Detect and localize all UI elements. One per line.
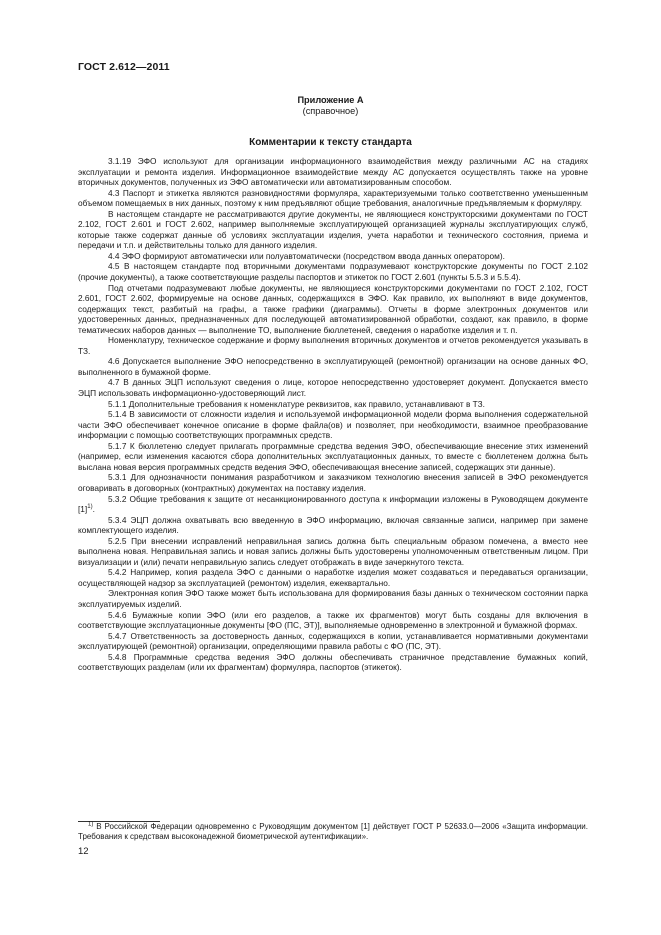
page-number: 12 [78,846,89,857]
paragraph: 4.4 ЭФО формируют автоматически или полуавтоматически (посредством ввода данных оператором). [108,250,505,261]
annex-heading [0,95,661,117]
paragraph: 5.1.4 В зависимости от сложности изделия и используемой информационной модели форма выполнения содержательной части ЭФО обеспечивает конечное описание в форме файла(ов) и позволяет, при необходимости, взаимное преобразование информации с помощью соответствующих программных средств. [78,409,588,441]
section-title: Комментарии к тексту стандарта [249,137,412,148]
footnote-text: В Российской Федерации одновременно с Руководящим документом [1] действует ГОСТ Р 52633.0—2006 «Защита информации. Требования к средствам высоконадежной биометрической аутентификации». [78,822,588,842]
paragraph: 5.3.4 ЭЦП должна охватывать всю введенную в ЭФО информацию, включая связанные записи, например при замене комплектующего изделия. [78,514,588,536]
paragraph: 5.1.7 К бюллетеню следует прилагать программные средства ведения ЭФО, обеспечивающие внесение этих изменений (например, если изменения касаются сбора дополнительных эксплуатационных данных, то вместе с бюллетенем должна быть выслана новая версия программных средств ведения ЭФО, обеспечивающая внесение записей, содержащих эти данные). [78,440,588,472]
paragraph: Номенклатуру, техническое содержание и форму выполнения вторичных документов и отчетов рекомендуется указывать в ТЗ. [78,335,588,356]
paragraph: 5.4.8 Программные средства ведения ЭФО должны обеспечивать страничное представление бумажных копий, соответствующих разделам (или их фрагментам) формуляра, паспортов (этикеток). [78,651,588,673]
paragraph: 5.3.1 Для однозначности понимания разработчиком и заказчиком технологию внесения записей в ЭФО рекомендуется оговаривать в договорных (контрактных) документах на поставку изделия. [78,472,588,493]
footnote-marker: 1) [88,821,94,828]
paragraph: 5.4.2 Например, копия раздела ЭФО с данными о наработке изделия может создаваться и передаваться организации, осуществляющей надзор за эксплуатацией (ремонтом) изделия, ежеквартально. [78,567,588,588]
annex-subtitle: (справочное) [302,106,359,116]
paragraph: В настоящем стандарте не рассматриваются другие документы, не являющиеся конструкторскими документами по ГОСТ 2.102, ГОСТ 2.601 и ГОСТ 2.602, например выполняемые эксплуатирующей организацией журналы эксплуатирующих служб, которые также содержат данные об условиях эксплуатации изделия, учета наработки и технического состояния, приема и передачи и т.п. и действительны только для данного изделия. [78,208,588,251]
annex-title: Приложение А [297,95,364,105]
paragraph: 5.4.7 Ответственность за достоверность данных, содержащихся в копии, устанавливается нормативными документами эксплуатирующей (ремонтной) организации, определяющими правила работы с ФО (ПС, ЭТ). [78,630,588,652]
paragraph: 5.4.6 Бумажные копии ЭФО (или его разделов, а также их фрагментов) могут быть созданы для включения в соответствующие эксплуатационные документы [ФО (ПС, ЭТ)], выполняемые одновременно в электронной и бумажной формах. [78,609,588,631]
paragraph: 4.5 В настоящем стандарте под вторичными документами подразумевают конструкторские документы по ГОСТ 2.102 (прочие документы), а также соответствующие разделы паспортов и этикеток по ГОСТ 2.601 (пункты 5.5.3 и 5.5.4). [78,261,588,283]
footnote-reference[interactable]: 1) [87,504,93,511]
paragraph: 4.7 В данных ЭЦП используют сведения о лице, которое непосредственно удостоверяет документ. Допускается вместо ЭЦП использовать информационно-удостоверяющий лист. [78,377,588,399]
document-code-header: ГОСТ 2.612—2011 [78,61,170,73]
paragraph: 4.6 Допускается выполнение ЭФО непосредственно в эксплуатирующей (ремонтной) организации на основе данных ФО, выполненного в бумажной форме. [78,356,588,377]
paragraph: 5.1.1 Дополнительные требования к номенклатуре реквизитов, как правило, устанавливают в ТЗ. [108,398,485,409]
document-body [78,156,588,673]
paragraph: Электронная копия ЭФО также может быть использована для формирования базы данных о техническом состоянии парка эксплуатируемых изделий. [78,588,588,609]
footnote [78,822,588,843]
paragraph: 3.1.19 ЭФО используют для организации информационного взаимодействия между различными АС на стадиях эксплуатации и ремонта изделия. Информационное взаимодействие между АС допускается осуществлять также на уровне вторичных документов, полученных из ЭФО автоматически или автоматизированным способом. [78,156,588,188]
paragraph: 5.2.5 При внесении исправлений неправильная запись должна быть специальным образом помечена, а вместо нее выполнена новая. Неправильная запись и новая запись должны быть удостоверены уполномоченным ответственным лицом. При визуализации и (или) печати неправильную запись следует отображать в виде зачеркнутого текста. [78,535,588,567]
paragraph: Под отчетами подразумевают любые документы, не являющиеся конструкторскими документами по ГОСТ 2.102, ГОСТ 2.601, ГОСТ 2.602, формируемые на основе данных, содержащихся в ЭФО. Как правило, их выполняют в виде документов, содержащих текст, разбитый на графы, а также графики (диаграммы). Отчеты в форме электронных документов или удостоверенных данных, предназначенных для последующей автоматизированной обработки, создают, как правило, в форме тематических наборов данных — выполнение ТО, выполнение бюллетеней, сведения о наработке изделия и т. п. [78,282,588,335]
paragraph-with-footnote: 5.3.2 Общие требования к защите от несанкционированного доступа к информации изложены в Руководящем документе $[1]^{1)}$. [78,493,588,515]
paragraph-text: 5.3.2 Общие требования к защите от несанкционированного доступа к информации изложены в Руководящем документе [1] [78,493,588,515]
paragraph: 4.3 Паспорт и этикетка являются разновидностями формуляра, характеризуемыми только соответственно уменьшенным объемом помещаемых в них данных, поэтому к ним предъявляют общие требования, аналогичные предъявляемым к формуляру. [78,187,588,209]
